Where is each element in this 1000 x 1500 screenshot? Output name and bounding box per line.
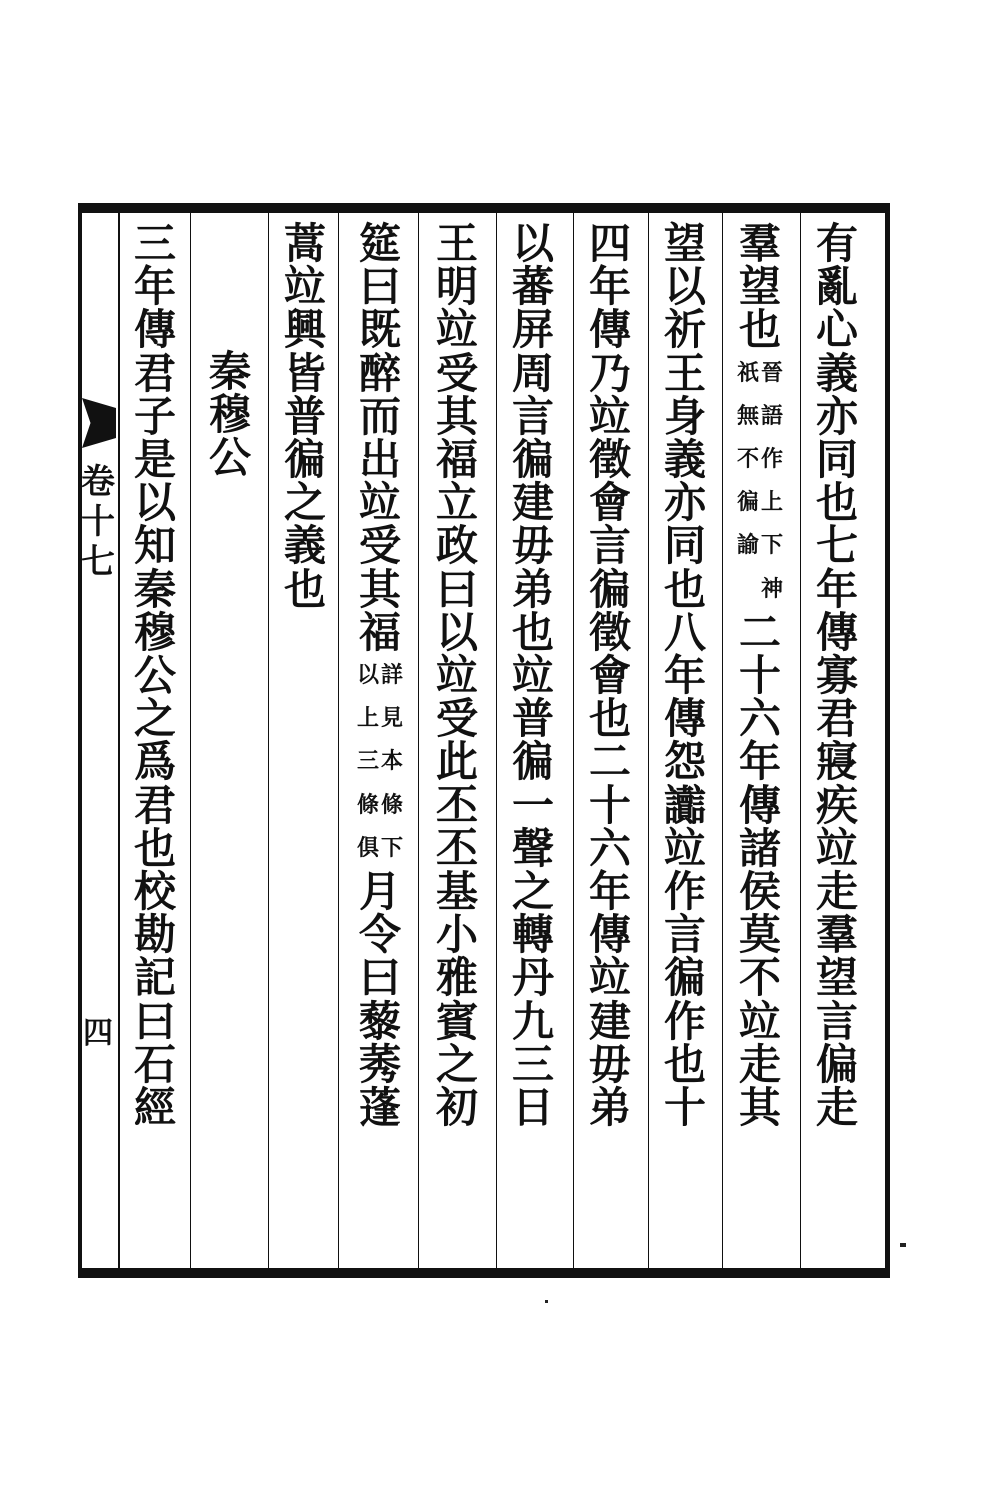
character: 普 bbox=[283, 391, 326, 441]
character: 基 bbox=[435, 867, 478, 917]
character: 祈 bbox=[663, 305, 706, 355]
character: 此 bbox=[435, 737, 478, 787]
character: 望 bbox=[738, 262, 781, 312]
character: 侯 bbox=[738, 867, 781, 917]
character: 二 bbox=[588, 737, 631, 787]
character: 竝 bbox=[358, 478, 401, 528]
interlinear-note: 不 作 bbox=[737, 446, 784, 473]
character: 傳 bbox=[738, 780, 781, 830]
character: 同 bbox=[815, 435, 858, 485]
character: 受 bbox=[358, 521, 401, 571]
character: 蒿 bbox=[283, 219, 326, 268]
character: 弟 bbox=[511, 564, 554, 614]
character: 乃 bbox=[588, 348, 631, 398]
character: 傳 bbox=[133, 305, 176, 355]
character: 也 bbox=[815, 478, 858, 528]
character: 曰 bbox=[358, 953, 401, 1003]
character: 筵 bbox=[358, 219, 401, 268]
character: 校 bbox=[133, 867, 176, 917]
character: 也 bbox=[283, 564, 326, 614]
text-column bbox=[355, 219, 405, 1133]
character: 諸 bbox=[738, 823, 781, 873]
character: 爲 bbox=[133, 737, 176, 787]
character: 走 bbox=[815, 1083, 858, 1133]
character: 而 bbox=[358, 391, 401, 441]
character: 身 bbox=[663, 391, 706, 441]
character: 聲 bbox=[511, 823, 554, 873]
volume-char: 十 bbox=[81, 502, 115, 542]
text-column bbox=[280, 219, 330, 614]
character: 九 bbox=[511, 996, 554, 1046]
character: 莫 bbox=[738, 910, 781, 960]
character: 徵 bbox=[588, 607, 631, 657]
column-rule bbox=[722, 213, 723, 1268]
character: 一 bbox=[511, 780, 554, 830]
character: 同 bbox=[663, 521, 706, 571]
column-rule bbox=[418, 213, 419, 1268]
character: 令 bbox=[358, 910, 401, 960]
character: 走 bbox=[815, 867, 858, 917]
character: 出 bbox=[358, 435, 401, 485]
character: 年 bbox=[133, 262, 176, 312]
character: 秦 bbox=[133, 564, 176, 614]
character: 傳 bbox=[588, 305, 631, 355]
character: 徧 bbox=[511, 737, 554, 787]
interlinear-note: 上 見 bbox=[357, 705, 404, 732]
character: 十 bbox=[663, 1083, 706, 1133]
character: 也 bbox=[588, 694, 631, 744]
character: 義 bbox=[815, 348, 858, 398]
character: 以 bbox=[133, 478, 176, 528]
character: 徧 bbox=[588, 564, 631, 614]
character: 作 bbox=[663, 996, 706, 1046]
character: 也 bbox=[511, 607, 554, 657]
character: 石 bbox=[133, 1039, 176, 1089]
ink-speck bbox=[900, 1243, 906, 1247]
volume-label bbox=[80, 462, 116, 582]
character: 雅 bbox=[435, 953, 478, 1003]
character: 亦 bbox=[815, 391, 858, 441]
column-rule bbox=[268, 213, 269, 1268]
character: 望 bbox=[815, 953, 858, 1003]
character: 竝 bbox=[283, 262, 326, 312]
interlinear-note: 三 本 bbox=[357, 748, 404, 775]
character: 屏 bbox=[511, 305, 554, 355]
character: 亂 bbox=[815, 262, 858, 312]
character: 毋 bbox=[588, 1039, 631, 1089]
character: 義 bbox=[663, 435, 706, 485]
column-rule bbox=[800, 213, 801, 1268]
interlinear-note: 無 語 bbox=[737, 402, 784, 429]
text-column bbox=[812, 219, 862, 1133]
character: 丕 bbox=[435, 780, 478, 830]
column-rule bbox=[338, 213, 339, 1268]
character: 言 bbox=[511, 391, 554, 441]
character: 亦 bbox=[663, 478, 706, 528]
character: 經 bbox=[133, 1083, 176, 1133]
character: 蓬 bbox=[358, 1083, 401, 1133]
character: 賓 bbox=[435, 996, 478, 1046]
interlinear-note: 祇 晉 bbox=[737, 359, 784, 386]
character: 是 bbox=[133, 435, 176, 485]
character: 六 bbox=[588, 823, 631, 873]
character: 記 bbox=[133, 953, 176, 1003]
character: 其 bbox=[358, 564, 401, 614]
character: 穆 bbox=[208, 390, 251, 440]
character: 怨 bbox=[663, 737, 706, 787]
character: 竝 bbox=[435, 305, 478, 355]
character: 君 bbox=[133, 780, 176, 830]
character: 傳 bbox=[588, 910, 631, 960]
character: 福 bbox=[435, 435, 478, 485]
character: 四 bbox=[588, 219, 631, 268]
character: 丹 bbox=[511, 953, 554, 1003]
character: 也 bbox=[663, 1039, 706, 1089]
character: 也 bbox=[738, 305, 781, 355]
character: 之 bbox=[133, 694, 176, 744]
character: 十 bbox=[738, 651, 781, 701]
character: 羣 bbox=[815, 910, 858, 960]
text-column bbox=[735, 219, 785, 1133]
column-rule bbox=[573, 213, 574, 1268]
character: 二 bbox=[738, 607, 781, 657]
character: 心 bbox=[815, 305, 858, 355]
interlinear-note: 條 條 bbox=[357, 791, 404, 818]
text-column bbox=[432, 219, 482, 1133]
page-gutter bbox=[78, 213, 118, 1268]
character: 王 bbox=[435, 219, 478, 268]
character: 偏 bbox=[815, 1039, 858, 1089]
character: 政 bbox=[435, 521, 478, 571]
character: 公 bbox=[133, 651, 176, 701]
column-rule bbox=[648, 213, 649, 1268]
character: 曰 bbox=[358, 262, 401, 312]
character: 月 bbox=[358, 867, 401, 917]
character: 徧 bbox=[283, 435, 326, 485]
character: 竝 bbox=[588, 953, 631, 1003]
character: 義 bbox=[283, 521, 326, 571]
character: 受 bbox=[435, 348, 478, 398]
volume-char: 七 bbox=[81, 542, 115, 582]
interlinear-note: 諭 下 bbox=[737, 532, 784, 559]
character: 年 bbox=[588, 867, 631, 917]
character: 讟 bbox=[663, 780, 706, 830]
character: 言 bbox=[815, 996, 858, 1046]
text-column bbox=[660, 219, 710, 1133]
character: 轉 bbox=[511, 910, 554, 960]
character: 藜 bbox=[358, 996, 401, 1046]
character: 普 bbox=[511, 694, 554, 744]
character: 不 bbox=[738, 953, 781, 1003]
character: 年 bbox=[588, 262, 631, 312]
interlinear-note: 神 bbox=[761, 575, 784, 602]
character: 以 bbox=[435, 607, 478, 657]
character: 竝 bbox=[435, 651, 478, 701]
character: 子 bbox=[133, 391, 176, 441]
character: 莠 bbox=[358, 1039, 401, 1089]
page-number: 四 bbox=[83, 1016, 113, 1051]
character: 寡 bbox=[815, 651, 858, 701]
character: 三 bbox=[511, 1039, 554, 1089]
character: 知 bbox=[133, 521, 176, 571]
character: 疾 bbox=[815, 780, 858, 830]
character: 會 bbox=[588, 478, 631, 528]
character: 立 bbox=[435, 478, 478, 528]
character: 既 bbox=[358, 305, 401, 355]
character: 走 bbox=[738, 1039, 781, 1089]
character: 其 bbox=[738, 1083, 781, 1133]
character: 建 bbox=[511, 478, 554, 528]
character: 羣 bbox=[738, 219, 781, 268]
character: 日 bbox=[511, 1083, 554, 1133]
character: 初 bbox=[435, 1083, 478, 1133]
character: 年 bbox=[663, 651, 706, 701]
character: 皆 bbox=[283, 348, 326, 398]
character: 八 bbox=[663, 607, 706, 657]
character: 傳 bbox=[815, 607, 858, 657]
character: 言 bbox=[588, 521, 631, 571]
character: 徧 bbox=[511, 435, 554, 485]
character: 也 bbox=[663, 564, 706, 614]
character: 徵 bbox=[588, 435, 631, 485]
character: 丕 bbox=[435, 823, 478, 873]
character: 之 bbox=[435, 1039, 478, 1089]
text-column bbox=[130, 219, 180, 1133]
character: 蕃 bbox=[511, 262, 554, 312]
character: 興 bbox=[283, 305, 326, 355]
character: 傳 bbox=[663, 694, 706, 744]
character: 弟 bbox=[588, 1083, 631, 1133]
character: 醉 bbox=[358, 348, 401, 398]
character: 也 bbox=[133, 823, 176, 873]
character: 寢 bbox=[815, 737, 858, 787]
character: 之 bbox=[511, 867, 554, 917]
text-column bbox=[508, 219, 558, 1133]
character: 之 bbox=[283, 478, 326, 528]
character: 徧 bbox=[663, 953, 706, 1003]
character: 竝 bbox=[511, 651, 554, 701]
character: 年 bbox=[815, 564, 858, 614]
character: 周 bbox=[511, 348, 554, 398]
character: 望 bbox=[663, 219, 706, 268]
character: 以 bbox=[511, 219, 554, 268]
character: 六 bbox=[738, 694, 781, 744]
interlinear-note: 以 詳 bbox=[357, 662, 404, 689]
character: 竝 bbox=[738, 996, 781, 1046]
character: 竝 bbox=[815, 823, 858, 873]
character: 君 bbox=[815, 694, 858, 744]
character: 言 bbox=[663, 910, 706, 960]
character: 公 bbox=[208, 433, 251, 483]
character: 十 bbox=[588, 780, 631, 830]
column-rule bbox=[190, 213, 191, 1268]
character: 明 bbox=[435, 262, 478, 312]
character: 秦 bbox=[208, 347, 251, 396]
character: 有 bbox=[815, 219, 858, 268]
character: 竝 bbox=[588, 391, 631, 441]
interlinear-note: 俱 下 bbox=[357, 834, 404, 861]
character: 曰 bbox=[133, 996, 176, 1046]
character: 君 bbox=[133, 348, 176, 398]
character: 福 bbox=[358, 607, 401, 657]
interlinear-note: 徧 上 bbox=[737, 489, 784, 516]
character: 作 bbox=[663, 867, 706, 917]
character: 建 bbox=[588, 996, 631, 1046]
character: 王 bbox=[663, 348, 706, 398]
ink-speck bbox=[545, 1300, 548, 1303]
character: 小 bbox=[435, 910, 478, 960]
character: 七 bbox=[815, 521, 858, 571]
character: 毋 bbox=[511, 521, 554, 571]
character: 曰 bbox=[435, 564, 478, 614]
character: 以 bbox=[663, 262, 706, 312]
character: 竝 bbox=[663, 823, 706, 873]
volume-char: 卷 bbox=[81, 462, 115, 502]
character: 穆 bbox=[133, 607, 176, 657]
character: 勘 bbox=[133, 910, 176, 960]
column-rule bbox=[496, 213, 497, 1268]
character: 會 bbox=[588, 651, 631, 701]
character: 其 bbox=[435, 391, 478, 441]
character: 年 bbox=[738, 737, 781, 787]
text-column bbox=[205, 347, 255, 483]
column-rule bbox=[118, 213, 120, 1268]
text-column bbox=[585, 219, 635, 1133]
character: 受 bbox=[435, 694, 478, 744]
character: 三 bbox=[133, 219, 176, 268]
